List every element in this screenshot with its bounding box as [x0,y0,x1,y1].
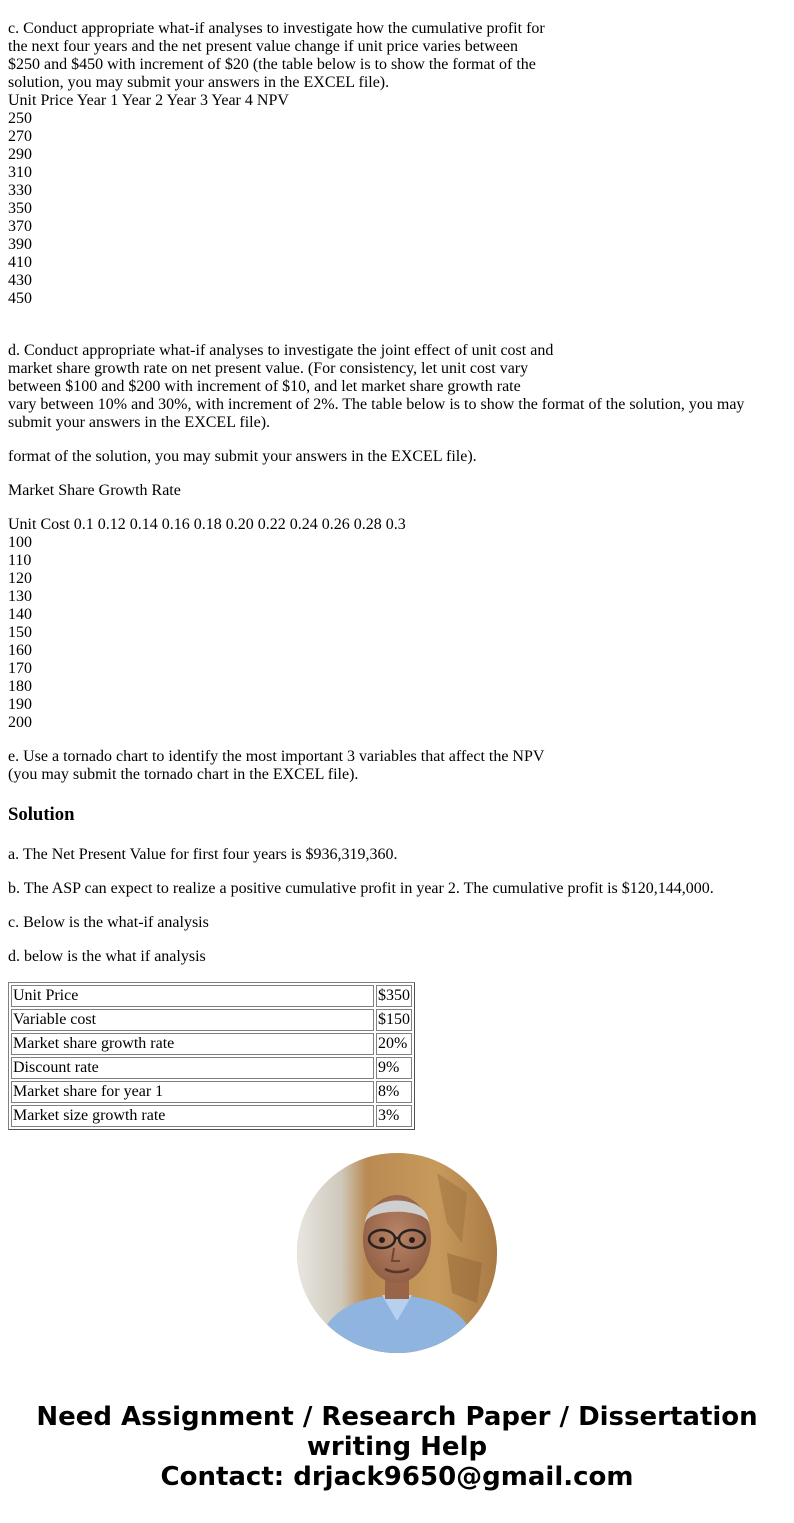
part-d [8,342,786,732]
part-d-row: 190 [8,696,32,713]
part-d-row: 110 [8,552,32,569]
param-value: 9% [376,1057,412,1079]
part-c-line: $250 and $450 with increment of $20 (the table below is to show the format of the [8,56,536,73]
part-d-line: market share growth rate on net present value. (For consistency, let unit cost vary [8,360,529,377]
table-row [11,1057,412,1079]
part-e-line: e. Use a tornado chart to identify the most important 3 variables that affect the NPV [8,748,545,765]
part-c-line: c. Conduct appropriate what-if analyses to investigate how the cumulative profit for [8,20,545,37]
part-d-row: 200 [8,714,32,731]
part-d-line: between $100 and $200 with increment of $10, and let market share growth rate [8,378,521,395]
part-d-line: vary between 10% and 30%, with increment of 2%. The table below is to show the format of the solution, you may [8,396,745,413]
document-body [8,20,786,1130]
part-d-row: 170 [8,660,32,677]
part-d-row: 100 [8,534,32,551]
parameters-table [8,982,415,1130]
part-d-row: 120 [8,570,32,587]
part-c-row: 350 [8,200,32,217]
promo-line: writing Help [306,1432,488,1462]
part-c-row: 290 [8,146,32,163]
part-d-row: 180 [8,678,32,695]
part-c-row: 330 [8,182,32,199]
param-value: $150 [376,1009,412,1031]
part-d-row: 150 [8,624,32,641]
table-row [11,985,412,1007]
param-value: 20% [376,1033,412,1055]
table-row [11,1105,412,1127]
part-c-row: 390 [8,236,32,253]
part-c-table-header: Unit Price Year 1 Year 2 Year 3 Year 4 NPV [8,92,289,109]
promo-banner [0,1402,794,1492]
promo-contact: Contact: drjack9650@gmail.com [160,1462,634,1492]
table-row [11,1081,412,1103]
part-d-line: submit your answers in the EXCEL file). [8,414,271,431]
part-c-row: 370 [8,218,32,235]
part-c-line: the next four years and the net present value change if unit price varies between [8,38,519,55]
promo-line: Need Assignment / Research Paper / Dissertation [36,1402,758,1432]
part-c-row: 450 [8,290,32,307]
part-c [8,20,786,308]
table-row [11,1033,412,1055]
solution-heading: Solution [8,804,75,825]
part-d-table-title: Market Share Growth Rate [8,482,181,499]
solution-d: d. below is the what if analysis [8,948,206,965]
author-photo [297,1153,497,1353]
param-value: 3% [376,1105,412,1127]
part-c-line: solution, you may submit your answers in the EXCEL file). [8,74,390,91]
part-c-row: 250 [8,110,32,127]
part-c-row: 310 [8,164,32,181]
param-label: Market share for year 1 [11,1081,374,1103]
param-label: Market size growth rate [11,1105,374,1127]
param-value: 8% [376,1081,412,1103]
param-label: Unit Price [11,985,374,1007]
part-d-line: d. Conduct appropriate what-if analyses to investigate the joint effect of unit cost and [8,342,554,359]
part-c-row: 410 [8,254,32,271]
part-c-row: 270 [8,128,32,145]
param-label: Market share growth rate [11,1033,374,1055]
part-e [8,748,786,784]
part-d-table-header: Unit Cost 0.1 0.12 0.14 0.16 0.18 0.20 0.22 0.24 0.26 0.28 0.3 [8,516,406,533]
part-d-row: 140 [8,606,32,623]
solution-b: b. The ASP can expect to realize a positive cumulative profit in year 2. The cumulative profit is $120,144,000. [8,880,714,897]
part-d-repeat-line: format of the solution, you may submit your answers in the EXCEL file). [8,448,477,465]
solution-c: c. Below is the what-if analysis [8,914,209,931]
part-e-line: (you may submit the tornado chart in the EXCEL file). [8,766,359,783]
part-d-row: 160 [8,642,32,659]
param-value: $350 [376,985,412,1007]
table-row [11,1009,412,1031]
param-label: Discount rate [11,1057,374,1079]
part-c-row: 430 [8,272,32,289]
part-d-row: 130 [8,588,32,605]
solution-a: a. The Net Present Value for first four years is $936,319,360. [8,846,398,863]
param-label: Variable cost [11,1009,374,1031]
